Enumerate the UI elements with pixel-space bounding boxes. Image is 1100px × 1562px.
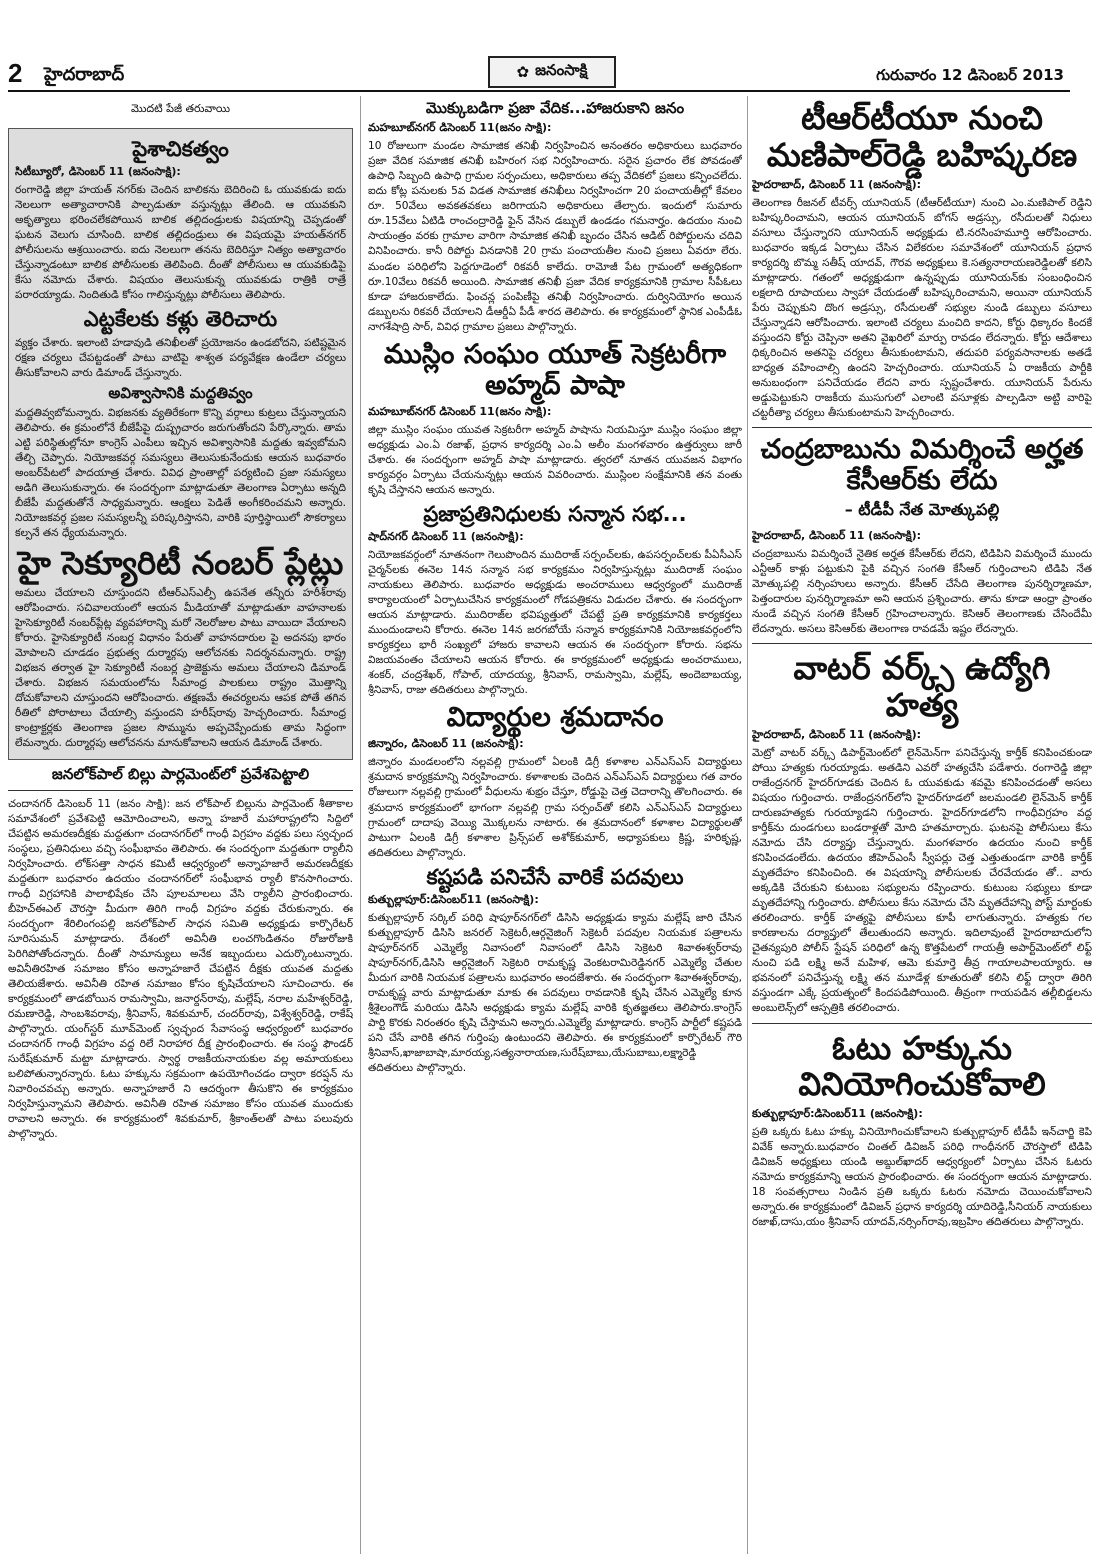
article-body: చందానగర్ డిసెంబర్ 11 (జనం సాక్షి): జన లోక్‌పాల్ బిల్లును పార్లమెంట్ శీతాకాల సమావేశంలో ప్రవేశపెట్టి ఆమోదించాలని, అన్నా హజారే మహారాష్ట్రలోని సిద్దిలో చేపట్టిన అమరణదీక్షకు మద్దతుగా చందానగర్‌లో గాంధీ విగ్రహం వద్దకు పలు స్వచ్ఛంద సంస్థలు, ప్రతినిధులు వచ్చి సంఘీభావం తెలిపారు. ఈ సందర్భంగా మద్దతుగా ర్యాలీని నిర్వహించారు. లోక్‌సత్తా సాధన కమిటీ ఆధ్వర్యంలో అన్నాహజారే అమరణదీక్షకు మద్దతుగా బుధవారం ఉదయం చందానగర్‌లో సంఘీభావ ర్యాలీ కొనసాగించారు. గాంధీ విగ్రహానికి పాలాభిషేకం చేసి పూలమాలలు వేసి ర్యాలీని ప్రారంభించారు. బీహెచ్ఈఎల్ చౌరస్తా మీదుగా తిరిగి గాంధీ విగ్రహం వద్దకు చేరుకున్నారు. ఈ సందర్భంగా శేరిలింగంపల్లి జనలోక్‌పాల్ సాధన సమితి అధ్యక్షుడు కార్పొరేటర్ సూరిసుమన్ మాట్లాడారు. దేశంలో అవినీతి లంచగొండితనం రోజురోజుకి పెరిగిపోతోందన్నారు. దీంతో సామాన్యులు అనేక ఇబ్బందులు ఎదుర్కొంటున్నారు. అవినీతిరహిత సమాజం కోసం అన్నాహజారే చేపట్టిన దీక్షకు యువత మద్దతు తెలియజేశారు. అవినీతి రహిత సమాజం కోసం కృషిచేయాలని సూచించారు. ఈ కార్యక్రమంలో తాడబోయిన రామస్వామి, జనార్దన్‌రావు, మల్లేష్, నరాల మహేశ్వర్‌రెడ్డి, రమణారెడ్డి, సాంబశివరావు, శ్రీనివాస్, శివకుమార్, చందర్‌రావు, విశ్వేశ్వర్‌రెడ్డి, రాకేష్ పాల్గొన్నారు. యంగ్‌స్టర్ మూవ్‌మెంట్ స్వచ్ఛంద సేవాసంస్థ ఆధ్వర్యంలో బుధవారం చందానగర్ గాంధీ విగ్రహం వద్ద రిలే నిరాహార దీక్ష ప్రారంభించారు. ఈ సంస్థ ఫౌండర్ సురేష్‌కుమార్ మట్టా మాట్లాడారు. స్వార్థ రాజకీయనాయకుల వల్ల అమాయకులు బలిపోతున్నారన్నారు. ఓటు హక్కును సక్రమంగా ఉపయోగించడం ద్వారా కరప్షన్ ను నివారించవచ్చు అన్నారు. అన్నాహజారే ని ఆదర్శంగా తీసుకొని ఈ కార్యక్రమం నిర్వహిస్తున్నామని తెలిపారు. అవినీతి రహిత సమాజం కోసం యువత ముందుకు రావాలని అన్నారు. ఈ కార్యక్రమంలో శివకుమార్, శ్రీకాంత్‌లతో పాటు పలువురు పాల్గొన్నారు. xyxy=(8,797,353,1141)
dateline: జిన్నారం, డిసెంబర్ 11 (జనంసాక్షి): xyxy=(368,737,524,751)
dateline: మహబూబ్‌నగర్ డిసెంబర్ 11(జనం సాక్షి): xyxy=(368,121,552,135)
issue-date: గురువారం 12 డిసెంబర్ 2013 xyxy=(876,66,1064,84)
article-body: రంగారెడ్డి జిల్లా హయత్ నగర్‌కు చెందిన బాలికను బెదిరించి ఓ యువకుడు ఐదు నెలలుగా అత్యాచారానికి పాల్పడుతూ వస్తున్నట్లు తేలింది. ఆ యువకుని అకృత్యాలు భరించలేకపోయిన బాలిక తల్లిదండ్రులకు విషయాన్ని చెప్పడంతో ఘటన వెలుగు చూసింది. బాలిక తల్లిదండ్రులు ఈ విషయమై హయత్‌నగర్ పోలీసులను ఆశ్రయించారు. ఐదు నెలలుగా తనను బెదిరిస్తూ నిత్యం అత్యాచారం చేస్తున్నాడంటూ బాలిక పోలీసులకు తెలిపింది. దీంతో పోలీసులు ఆ యువకుడిపై కేసు నమోదు చేశారు. విషయం తెలుసుకున్న యువకుడు రాత్రికి రాత్రే పరారయ్యాడు. నిందితుడి కోసం గాలిస్తున్నట్లు పోలీసులు తెలిపారు. xyxy=(15,184,346,302)
column-divider xyxy=(360,96,361,1554)
logo-text: జనంసాక్షి xyxy=(535,61,588,79)
article-title: విద్యార్థుల శ్రమదానం xyxy=(446,702,664,734)
article-title: ఎట్టకేలకు కళ్లు తెరిచారు xyxy=(83,307,278,332)
article-title: కష్టపడి పనిచేసే వారికే పదవులు xyxy=(426,864,684,889)
article-byline: – టీడీపీ నేత మోత్కుపల్లి xyxy=(844,500,1000,520)
divider xyxy=(752,427,1092,428)
dateline: హైదరాబాద్, డిసెంబర్ 11 (జనంసాక్షి): xyxy=(752,727,922,741)
article-title: టీఆర్‌టీయూ నుంచి మణిపాల్‌రెడ్డి బహిష్కరణ xyxy=(766,99,1078,174)
leaf-icon: ✿ xyxy=(516,63,530,81)
edition-city: హైదరాబాద్ xyxy=(44,64,125,85)
article-body: మెట్రో వాటర్ వర్క్స్ డిపార్ట్‌మెంట్‌లో లైన్‌మెన్‌గా పనిచేస్తున్న కార్తీక్ కనిపించకుండా పోయి హత్యకు గురయ్యాడు. అతడిని ఎవరో హత్యచేసి పడేశారు. రంగారెడ్డి జిల్లా రాజేంద్రనగర్ హైదర్‌గూడకు చెందిన ఓ యువకుడు శవమై కనిపించడంతో అసలు విషయం గుర్తించారు. రాజేంద్రనగర్‌లోని హైదర్‌గూడలో జలమండలి లైన్‌మెన్ కార్తీక్ దారుణహత్యకు గురయ్యాడని గుర్తించారు. హైదర్‌గూడలోని గాంధీవిగ్రహం వద్ద కార్తీక్‌ను దుండగులు బండరాళ్లతో మోది హతమార్చారు. ఘటనపై పోలీసులు కేసు నమోదు చేసి దర్యాప్తు చేస్తున్నారు. మంగళవారం ఉదయం నుంచి కార్తీక్ కనిపించడంలేదు. ఉదయం జీహెచ్ఎంసీ స్వీపర్లు చెత్త ఎత్తుతుండగా వారికి కార్తీక్ మృతదేహం కనిపించింది. ఈ విషయాన్ని పోలీసులకు చేరవేయడం తో.. వారు అక్కడికి చేరుకుని కుటుంబ సభ్యులను రప్పించారు. కుటుంబ సభ్యులు కూడా మృతదేహాన్ని గుర్తించారు. పోలీసులు కేసు నమోదు చేసి మృతదేహాన్ని పోస్ట్ మార్టంకు తరలించారు. కార్తీక్ హత్యపై పోలీసులు కూపీ లాగుతున్నారు. హత్యకు గల కారణాలను దర్యాప్తులో తేలుతుందని అన్నారు. ఇదిలావుంటే హైదరాబాదులోని చైతన్యపురి పోలీస్ స్టేషన్ పరిధిలో ఉన్న కొత్తపేటలో గాయత్రీ అపార్ట్‌మెంట్‌లో లిఫ్ట్ నుంచి పడి లక్ష్మి అనే మహిళ, ఆమె కుమార్తె తీవ్ర గాయాలపాలయ్యారు. ఆ భవనంలో పనిచేస్తున్న లక్ష్మి తన మూడేళ్ల కూతురుతో కలిసి లిఫ్ట్ ద్వారా తిరిగి వస్తుండగా ఎక్కే ప్రయత్నంలో కిందపడిపోయింది. తీవ్రంగా గాయపడిన తల్లీబిడ్డలను అంబులెన్స్‌లో ఆస్పత్రికి తరలించారు. xyxy=(752,746,1092,1015)
article-body: వ్యక్తం చేశారు. ఇలాంటి హడావుడి తనిఖీలతో ప్రయోజనం ఉండబోదని, పటిష్టమైన రక్షణ చర్యలు చేపట్టడంతో పాటు వాటిపై శాశ్వత పర్యవేక్షణ ఉండేలా చర్యలు తీసుకోవాలని వారు డిమాండ్ చేస్తున్నారు. xyxy=(15,336,346,379)
article-body: మద్దతివ్వబోమన్నారు. విభజనకు వ్యతిరేకంగా కొన్ని వర్గాలు కుట్రలు చేస్తున్నాయని తెలిపారు. ఈ క్రమంలోనే బీజేపీపై దుష్ప్రచారం జరుగుతోందని పేర్కొన్నారు. తామ ఎట్టి పరిస్థితుల్లోనూ కాంగ్రెస్ ఎంపీలు ఇచ్చిన అవిశ్వాసానికి మద్దతు ఇవ్వబోమని తేల్చి చెప్పారు. నియోజకవర్గ సమస్యలు తెలుసుకునేందుకు ఆయన బుధవారం అంబర్‌పేటలో పాదయాత్ర చేశారు. వివిధ ప్రాంతాల్లో పర్యటించి ప్రజా సమస్యలు అడిగి తెలుసుకున్నారు. ఈ సందర్భంగా మాట్లాడుతూ తెలంగాణ ఏర్పాటు అన్నది బీజేపీ మద్దతుతోనే సాధ్యమన్నారు. ఆంక్షలు పెడితే అంగీకరించమని అన్నారు. నియోజకవర్గ ప్రజల సమస్యలన్నీ పరిష్కరిస్తానని, వారికి పూర్తిస్థాయిలో సౌకర్యాలు కల్పనే తన ధ్యేయమన్నారు. xyxy=(15,406,346,540)
header-rule xyxy=(8,90,1070,92)
article-title: అవిశ్వాసానికి మద్దతివ్వం xyxy=(108,383,253,402)
column-right xyxy=(752,96,1092,1234)
article-title: మొక్కుబడిగా ప్రజా వేదిక...హాజరుకాని జనం xyxy=(425,99,685,117)
divider xyxy=(752,643,1092,644)
article-title: పైశాచికత్వం xyxy=(132,137,229,161)
article-body: 10 రోజులుగా మండల సామాజిక తనిఖీ నిర్వహించిన అనంతరం అధికారులు బుధవారం ప్రజా వేదిక సమాజిక తనిఖీ బహిరంగ సభ నిర్వహించారు. సరైన ప్రచారం లేక పోవడంతో ఉపాధి సిబ్బంది ఉపాధి గ్రామల సర్పంచులు, అధికారులు తప్ప వేదికలో ప్రజలు కన్పించలేదు. ఐదు కోట్ల పనులకు 5వ విడత సామాజిక తనిఖీలు నిర్వహించగా 20 పంచాయతీల్లో కేవలం రూ. 50వేలు అవకతవకలు జరిగాయని అధికారులు తేల్చారు. ఇందులో సుమారు రూ.15వేలు ఏటిడి రాంచంద్రారెడ్డి ఫైన్ వేసిన డబ్బులే ఉండడం గమనార్హం. ఉదయం నుంచి సాయంత్రం వరకు గ్రామాల వారిగా సామాజిక తనిఖీ బృందం చేసిన ఆడిట్ రిపోర్టులను చదివి వినిపించారు. కానీ రిపోర్టు వినడానికి 20 గ్రామ పంచాయతీల నుంచి ప్రజలు ఏవరూ లేరు. మండల పరిధిలోని పెద్దగూడెంలో రికవరీ కాలేదు. రామోజీ పేట గ్రామంలో అత్యధికంగా రూ.10వేలు రికవరీ అయింది. సామాజిక తనిఖీ ప్రజా వేదిక కార్యక్రమానికి గ్రామాల సీపీఓలు కూడా హాజరుకాలేదు. ఫించన్ల పంపిణీపై తనిఖీ నిర్వహించారు. దుర్వినియోగం అయిన డబ్బులను రికవరీ చేయాలని డీఆర్డీఏ పీడీ శారద తెలిపారు. ఈ కార్యక్రమంలో స్థానిక ఎంపీడీఓ నాగశేషాద్రి సార్, వివిధ గ్రామాల ప్రజలు పాల్గొన్నారు. xyxy=(368,140,742,333)
dateline: కుత్బుల్లాపూర్:డిసెంబర్11 (జనంసాక్షి): xyxy=(752,1107,923,1121)
article-title: చంద్రబాబును విమర్శించే అర్హత కేసీఆర్‌కు లేదు xyxy=(760,434,1084,497)
dateline: కుత్బుల్లాపూర్:డిసెంబర్11 (జనంసాక్షి): xyxy=(368,892,539,906)
dateline: హైదరాబాద్, డిసెంబర్ 11 (జనంసాక్షి): xyxy=(752,177,922,191)
article-title: హై సెక్యూరిటీ నంబర్ ప్లేట్లు xyxy=(17,544,344,583)
column-left xyxy=(8,96,353,1146)
continued-label: మొదటి పేజీ తరువాయి xyxy=(130,102,231,115)
masthead-logo xyxy=(488,56,616,88)
article-body: నియోజకవర్గంలో నూతనంగా గెలుపొందిన ముదిరాజ్ సర్పంచ్‌లకు, ఉపసర్పంచ్‌లకు పీఏసీఎస్ చైర్మన్‌లకు ఈనెల 14న సన్మాన సభ కార్యక్రమం నిర్వహిస్తున్నట్లు ముదిరాజ్ సంఘం నాయకులు తెలిపారు. బుధవారం అధ్యక్షుడు అంచరాములు ఆధ్వర్యంలో ముదిరాజ్ కార్యాలయంలో ఏర్పాటుచేసిన కార్యక్రమంలో గోడపత్రికను విడుదల చేశారు. ఈ సందర్భంగా ఆయన మాట్లాడారు. ముదిరాజ్‌ల భవిష్యత్తులో చేపట్టే ప్రతి కార్యక్రమానికి కార్యకర్తలు ముందుండాలని కోరారు. ఈనెల 14న జరగబోయే సన్మాన కార్యక్రమానికి నియోజకవర్గంలోని కార్యకర్తలు భారీ సంఖ్యలో హాజరు కావాలని ఆయన ఈ సందర్భంగా కోరారు. సభను విజయవంతం చేయాలని ఆయన కోరారు. ఈ కార్యక్రమంలో అధ్యక్షుడు అంచరాములు, శంకర్, చంద్రశేఖర్, గోపాల్, యాదయ్య, శ్రీనివాస్, రామస్వామి, మల్లేష్, అందెబాబయ్య, శ్రీనివాస్, రాజు తదితరులు పాల్గొన్నారు. xyxy=(368,549,742,697)
article-title: ముస్లిం సంఘం యూత్ సెక్రటరీగా అహ్మద్ పాషా xyxy=(383,338,727,401)
article-body: జిల్లా ముస్లిం సంఘం యువత సెక్రటరీగా అహ్మద్ పాషాను నియమిస్తూ ముస్లిం సంఘం జిల్లా అధ్యక్షుడు ఎం.ఏ రజాఖ్, ప్రధాన కార్యదర్శి ఎం.ఏ అలీం మంగళవారం ఉత్తర్వులు జారీ చేశారు. ఈ సందర్భంగా అహ్మద్ పాషా మాట్లాడారు. త్వరలో నూతన యువజన విభాగం కార్యవర్గం ఏర్పాటు చేయనున్నట్లు ఆయన వివరించారు. ముస్లింల సంక్షేమానికి తన వంతు కృషి చేస్తానని ఆయన అన్నారు. xyxy=(368,423,742,496)
article-title: వాటర్ వర్క్స్ ఉద్యోగి హత్య xyxy=(793,649,1051,725)
dateline: మహబూబ్‌నగర్ డిసెంబర్ 11(జనం సాక్షి): xyxy=(368,404,552,418)
dateline: సిటీబ్యూరో, డిసెంబర్ 11 (జనంసాక్షి): xyxy=(15,165,181,179)
divider xyxy=(8,790,353,791)
article-body: చంద్రబాబును విమర్శించే నైతిక అర్హత కేసీఆర్‌కు లేదని, టిడిపిని విమర్శించే ముందు ఎన్టీఆర్ కాళ్లు పట్టుకుని పైకి వచ్చిన సంగతి కేసీఆర్ గుర్తించాలని టిడిపి నేత మోత్కుపల్లి నర్సింహులు అన్నారు. కేసీఆర్ చేసేది తెలంగాణ పునర్నిర్మాణమా, పెత్తందారుల పునర్నిర్మాణమా అని ఆయన ప్రశ్నించారు. తాను కూడా ఆంధ్రా ప్రాంతం నుండే వచ్చిన సంగతి కేసీఆర్ గ్రహించాలన్నారు. కెసిఆర్ తెలంగాణకు చేసిందేమీ లేదన్నారు. అసలు కెసిఆర్‌కు తెలంగాణ రావడమే ఇష్టం లేదన్నారు. xyxy=(752,548,1092,636)
page-header xyxy=(0,0,1100,90)
page-number: 2 xyxy=(8,58,23,88)
article-body: కుత్బుల్లాపూర్ సర్కిల్ పరిధి షాపూర్‌నగర్‌లో డిసిసి అధ్యక్షుడు క్యామ మల్లేష్ జారి చేసిన కుత్బుల్లాపూర్ డిసిసి జనరల్ సెక్రెటరీ,ఆర్గనైజింగ్ సెక్రెటరీ పదవుల నియమక పత్రాలను షాపూర్‌నగర్ ఎమ్మెల్యే నివాసంలో నివాసంలో డిసిసి సెక్రెటరి శివాఈశ్వర్‌రావు షాపూర్‌నగర్,డిసిసి ఆర్గనైజింగ్ సెక్రెటరి రామకృష్ణ వెంకటరామిరెడ్డినగర్ ఎమ్మెల్యే చేతుల మీదుగ వారికి నియమక పత్రాలను బుధవారం అందజేశారు. ఈ సందర్భంగా శివాఈశ్వర్‌రావు, రామకృష్ణ వారు మాట్లాడుతూ మాకు ఈ పదవులు రావడానికి కృషి చేసిన ఎమ్మెల్యే కూన శ్రీశైలంగౌడ్ మరియు డిసిసి అధ్యక్షుడు క్యామ మల్లేష్ వారికి కృతజ్ఞతలు తెలిపారు.కాంగ్రెస్ పార్టి కొరకు నిరంతరం కృషి చేస్తామని అన్నారు.ఎమ్మెల్యే మాట్లాడారు. కాంగ్రెస్ పార్టీలో కష్టపడి పని చేసే వారికి తగిన గుర్తింపు ఉంటుందని తెలిపారు. ఈ కార్యక్రమంలో కార్పొరేటర్ గౌరి శ్రీనివాస్,ఖాజాబాషా,మారయ్య,సత్యనారాయణ,సురేష్‌బాబు,యేసుబాబు,లక్ష్మారెడ్డి తదితరులు పాల్గొన్నారు. xyxy=(368,911,742,1075)
article-title: ప్రజాప్రతినిధులకు సన్మాన సభ... xyxy=(423,501,687,526)
article-body: జిన్నారం మండలంలోని నల్లవల్లి గ్రామంలో ఏలంకి డిగ్రీ కళాశాల ఎన్‌ఎస్‌ఎస్ విద్యార్థులు శ్రమదాన కార్యక్రమాన్ని నిర్వహించారు. కళాశాలకు చెందిన ఎన్‌ఎస్‌ఎస్ విద్యార్థులు గత వారం రోజులుగా నల్లవల్లి గ్రామంలో వీధులను శుభ్రం చేస్తూ, రోడ్డుపై చెత్త చెదారాన్ని తొలగించారు. ఈ శ్రమదాన కార్యక్రమంలో భాగంగా నల్లవల్లి గ్రామ సర్పంచ్‌తో కలిసి ఎన్‌ఎస్‌ఎస్ విద్యార్థులు గ్రామంలో దాదాపు వెయ్యి మొక్కలను నాటారు. ఈ శ్రమదానంలో కళాశాల విద్యార్థులతో పాటుగా ఏలంకి డిగ్రీ కళాశాల ప్రిన్స్‌పల్ అశోక్‌కుమార్, అధ్యాపకులు క్రిష్ణ, హరికృష్ణ, తదితరులు పాల్గొన్నారు. xyxy=(368,756,742,859)
divider xyxy=(752,1023,1092,1024)
column-divider xyxy=(747,96,748,1554)
dateline: హైదరాబాద్, డిసెంబర్ 11 (జనంసాక్షి): xyxy=(752,529,922,543)
article-title: జనలోక్‌పాల్ బిల్లు పార్లమెంట్‌లో ప్రవేశపెట్టాలి xyxy=(51,765,310,784)
dateline: షాద్‌నగర్ డిసెంబర్ 11 (జనంసాక్షి): xyxy=(368,530,524,544)
shaded-box xyxy=(8,128,353,760)
column-middle xyxy=(368,96,742,1080)
article-body: అమలు చేయాలని చూస్తుందని టీఆర్‌ఎస్‌ఎల్పీ ఉపనేత తన్నీరు హరీశ్‌రావు ఆరోపించారు. సచివాలయంలో ఆయన మీడియాతో మాట్లాడుతూ వాహనాలకు హైసెక్యూరిటీ నంబర్‌ప్లేట్ల వ్యవహారాన్ని మరో నెలరోజుల పాటు వాయిదా వేయాలని కోరారు. హైసెక్యూరిటీ నంబర్ల విధానం పేరుతో వాహనదారుల పై అదనపు భారం మోపాలని చూడడం ప్రభుత్వ దుర్మార్గపు ఆలోచనకు నిదర్శనమన్నారు. రాష్ట్ర విభజన తర్వాత హై సెక్యూరిటీ నంబర్ల ప్రాజెక్టును అమలు చేయాలని డిమాండ్ చేశారు. విభజన సమయంలోను సీమాంధ్ర పాలకులు రాష్ట్రం మొత్తాన్ని దోచుకోవాలని చూస్తుందని ఆరోపించారు. తక్షణమే ఈచర్యలను ఆపక పోతే తగిన రీతిలో పోరాటాలు చేయాల్సి వస్తుందని హరీష్‌రావు హెచ్చరించారు. సీమాంధ్ర కాంట్రాక్టర్లకు తెలంగాణ ప్రజల సొమ్మును అప్పచెప్పేందుకు తామ సిద్ధంగా లేమన్నారు. దుర్మార్గపు ఆలోచనను మానుకోవాలని ఆయన డిమాండ్ చేశారు. xyxy=(15,586,346,750)
article-title: ఓటు హక్కును వినియోగించుకోవాలి xyxy=(798,1028,1046,1104)
article-body: తెలంగాణ రీజనల్ టీవర్స్ యూనియన్ (టీఆర్‌టీయూ) నుంచి ఎం.మణిపాల్ రెడ్డిని బహిష్కరించామని, ఆయన యూనియన్ బోగస్ అడ్రస్సు, రసీదులతో నిధులు వసూలు చేస్తున్నారని యూనియన్ అధ్యక్షుడు టి.నరసింహమూర్తి ఆరోపించారు. బుధవారం ఇక్కడ ఏర్పాటు చేసిన విలేకరుల సమావేశంలో యూనియన్ ప్రధాన కార్యదర్శి బొమ్మ సతీష్ యాదవ్, గౌరవ అధ్యక్షులు కె.సత్యనారాయణరెడ్డిలతో కలిసి మాట్లాడారు. గతంలో అధ్యక్షుడుగా ఉన్నప్పుడు యూనియన్‌కు సంబంధించిన లక్షలాది రూపాయలు స్వాహా చేయడంతో బహిష్కరించామని, అయినా యూనియన్ పేరు చెప్పుకుని దొంగ అడ్రస్సు, రసీదులతో సభ్యుల నుండి డబ్బులు వసూలు చేస్తున్నాడని ఆరోపించారు. ఇలాంటి చర్యలు మంచిది కాదని, కోర్టు ధిక్కారం కిందకే వస్తుందని కోర్టు చెప్పినా అతని వైఖరిలో మార్పు రావడం లేదన్నారు. కోర్టు ఆదేశాలు ధిక్కరించిన అతనిపై చర్యలు తీసుకుంటామని, తదుపరి పర్యవసానాలకు అతడే బాధ్యత వహించాల్సి ఉందని హెచ్చరించారు. యూనియన్ ఏ రాజకీయ పార్టీకి అనుబంధంగా పనిచేయడం లేదని వారు స్పష్టంచేశారు. యూనియన్ పేరును అడ్డుపెట్టుకుని రాజకీయ ముసుగులో ఎలాంటి వసూళ్లకు పాల్పడినా అట్టి వారిపై చట్టరీత్యా చర్యలు తీసుకుంటామని హెచ్చరించారు. xyxy=(752,196,1092,420)
article-body: ప్రతి ఒక్కరు ఓటు హక్కు వినియోగించుకోవాలని కుత్బుల్లాపూర్ టీడీపీ ఇన్‌చార్జి కెపి వివేక్ అన్నారు.బుధవారం చింతల్ డివిజన్ పరిధి గాంధీనగర్ చౌరస్తాలో టిడిపి డివిజన్ అధ్యక్షులు యండి అబ్దుల్‌ఖాదర్ ఆధ్వర్యంలో ఏర్పాటు చేసిన ఓటరు నమోదు కార్యక్రమాన్ని ఆయన ప్రారంభించారు. ఈ సందర్భంగా ఆయన మాట్లాడారు. 18 సంవత్సరాలు నిండిన ప్రతి ఒక్కరు ఓటరు నమోదు చెయించుకోవాలని అన్నారు.ఈ కార్యక్రమంలో డివిజన్ ప్రధాన కార్యదర్శి యాదిరెడ్డి,సీనియర్ నాయకులు రజాఖ్,దాసు,యం శ్రీనివాస్ యాదవ్,నర్సింగ్‌రావు,ఇబ్రహిం తదితరులు పాల్గొన్నారు. xyxy=(752,1126,1092,1229)
